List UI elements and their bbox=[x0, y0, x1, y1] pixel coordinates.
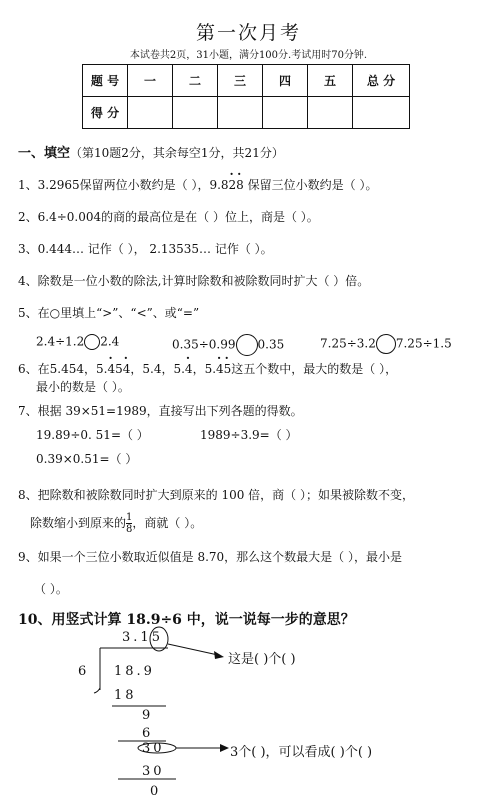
q6-repeating-digit: · 4 bbox=[185, 362, 193, 376]
score-cell-4: 四 bbox=[263, 65, 308, 97]
q1-repeating-digit-2: · 8 bbox=[236, 178, 244, 192]
q10-note-2: 3个( )，可以看成( )个( ) bbox=[230, 745, 373, 760]
q6-repeating-digit: · 4 bbox=[216, 362, 224, 376]
score-row-label: 得 分 bbox=[83, 97, 128, 129]
score-cell-1: 一 bbox=[128, 65, 173, 97]
score-cell-3: 三 bbox=[218, 65, 263, 97]
q5-c-left: 7.25÷3.2 bbox=[320, 336, 376, 351]
q6-part-4: ，5. bbox=[192, 362, 217, 376]
arrow-head-icon bbox=[220, 744, 229, 752]
question-4: 4、除数是一位小数的除法,计算时除数和被除数同时扩大（ ）倍。 bbox=[18, 274, 370, 288]
q6-repeating-digit: · 5 bbox=[224, 362, 232, 376]
step-product-3: 30 bbox=[142, 764, 165, 779]
arrow-line bbox=[168, 644, 218, 655]
q5-b-left: 0.35÷0.99 bbox=[172, 337, 236, 352]
step-product-2: 6 bbox=[142, 726, 154, 741]
q7-item-b: 1989÷3.9=（ ） bbox=[200, 428, 298, 442]
step-final-remainder: 0 bbox=[150, 784, 162, 799]
q6-part-5: 这五个数中，最大的数是（ ）， bbox=[231, 362, 398, 376]
question-10: 10、用竖式计算 18.9÷6 中，说一说每一步的意思？ bbox=[18, 612, 355, 628]
q7-item-a: 19.89÷0. 51=（ ） bbox=[36, 428, 149, 442]
exam-instructions: 本试卷共2页，31小题，满分100分.考试用时70分钟. bbox=[129, 50, 368, 61]
step-remainder-1: 9 bbox=[142, 708, 154, 723]
q8-line-2-b: ，商就（ ）。 bbox=[132, 516, 203, 530]
q10-note-1: 这是( )个( ) bbox=[228, 652, 296, 667]
page-title: 第一次月考 bbox=[195, 22, 301, 44]
fraction-denominator: 8 bbox=[126, 524, 133, 535]
division-bracket-curve bbox=[94, 688, 100, 693]
q6-part-1: 6、在5.454，5. bbox=[18, 362, 108, 376]
q6-repeating-digit: · 4 bbox=[107, 362, 115, 376]
score-cell-total: 总 分 bbox=[353, 65, 410, 97]
question-5: 5、在○里填上“>”、“<”、或“=” bbox=[18, 306, 200, 320]
score-cell-2: 二 bbox=[173, 65, 218, 97]
q6-repeating-digit: · 4 bbox=[123, 362, 131, 376]
question-2: 2、6.4÷0.004的商的最高位是在（ ）位上，商是（ ）。 bbox=[18, 210, 319, 224]
score-cell-label: 题 号 bbox=[83, 65, 128, 97]
dividend: 18.9 bbox=[114, 664, 155, 679]
question-3: 3、0.444… 记作（ ）， 2.13535… 记作（ ）。 bbox=[18, 242, 273, 256]
divisor: 6 bbox=[78, 664, 90, 679]
quotient bbox=[122, 630, 163, 645]
step-remainder-2: 30 bbox=[142, 741, 165, 756]
step-product-1: 18 bbox=[114, 688, 137, 703]
q5-a-right: 2.4 bbox=[100, 334, 120, 349]
q1-suffix: 保留三位小数约是（ ）。 bbox=[243, 178, 378, 192]
q6-part-2: 5 bbox=[115, 362, 123, 376]
q8-line-2-a: 除数缩小到原来的 bbox=[30, 516, 127, 530]
q1-repeating-digit-1: · 2 bbox=[229, 178, 237, 192]
section-title: 一、填空 bbox=[18, 146, 71, 161]
q7-item-c: 0.39×0.51=（ ） bbox=[36, 452, 138, 466]
q5-a-left: 2.4÷1.2 bbox=[36, 334, 85, 349]
question-7: 7、根据 39×51=1989，直接写出下列各题的得数。 bbox=[18, 404, 303, 418]
q5-c-right: 7.25÷1.5 bbox=[395, 336, 452, 351]
q5-b-right: 0.35 bbox=[257, 337, 285, 352]
fraction-numerator: 1 bbox=[126, 512, 133, 523]
q6-part-3: ，5.4，5. bbox=[130, 362, 185, 376]
q1-prefix: 1、3.2965保留两位小数约是（ ），9.8 bbox=[18, 178, 229, 192]
q9-line-2: （ ）。 bbox=[34, 582, 68, 596]
arrow-head-icon bbox=[214, 651, 224, 659]
score-cell-5: 五 bbox=[308, 65, 353, 97]
section-note: （第10题2分，其余每空1分，共21分） bbox=[70, 146, 284, 160]
question-8: 8、把除数和被除数同时扩大到原来的 100 倍，商（ ）；如果被除数不变， bbox=[18, 488, 414, 502]
quotient-digits: 3.1 bbox=[122, 630, 152, 645]
quotient-last-digit: 5 bbox=[151, 630, 163, 645]
question-9: 9、如果一个三位小数取近似值是 8.70，那么这个数最大是（ ），最小是 bbox=[18, 550, 402, 564]
q6-line-2: 最小的数是（ ）。 bbox=[36, 380, 130, 394]
